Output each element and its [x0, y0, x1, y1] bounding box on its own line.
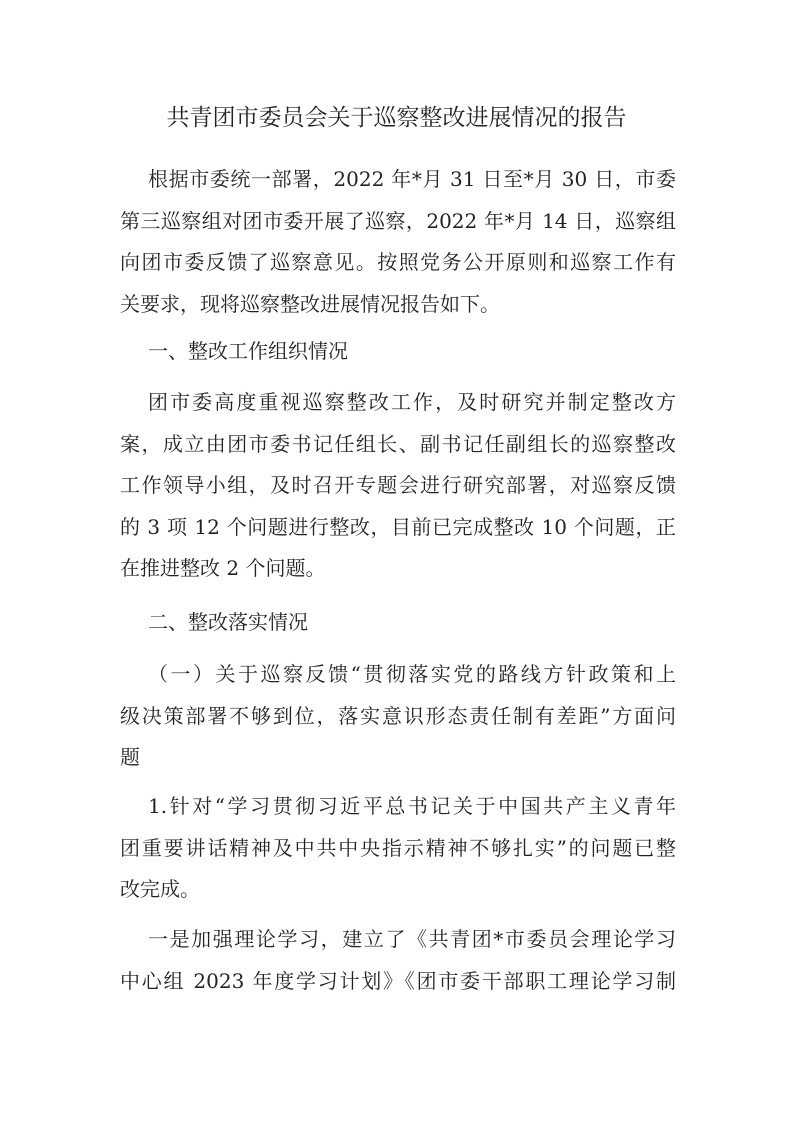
- subsection-heading-1: [120, 654, 676, 779]
- intro-paragraph: [120, 159, 676, 325]
- section-heading-1: [120, 331, 676, 373]
- text-line: 一、整改工作组织情况: [148, 339, 348, 363]
- section-heading-2: [120, 602, 676, 644]
- document-title: 共青团市委员会关于巡察整改进展情况的报告: [166, 105, 627, 131]
- text-line: 根据市委统一部署，2022 年*月 31 日至*月 30 日，市委: [148, 167, 676, 191]
- text-line: 级决策部署不够到位，落实意识形态责任制有差距”方面问: [120, 703, 676, 728]
- text-line: 的 3 项 12 个问题进行整改，目前已完成整改 10 个问题，正: [120, 514, 676, 539]
- text-line: 第三巡察组对团市委开展了巡察，2022 年*月 14 日，巡察组: [120, 208, 676, 233]
- text-line: 关要求，现将巡察整改进展情况报告如下。: [120, 291, 500, 316]
- text-line: 1.针对“学习贯彻习近平总书记关于中国共产主义青年: [148, 794, 676, 818]
- text-line: 团市委高度重视巡察整改工作，及时研究并制定整改方: [148, 390, 676, 414]
- text-line: 向团市委反馈了巡察意见。按照党务公开原则和巡察工作有: [120, 250, 676, 275]
- text-line: 改完成。: [120, 877, 200, 902]
- item-1-paragraph: [120, 786, 676, 911]
- text-line: 二、整改落实情况: [148, 610, 308, 634]
- text-line: 题: [120, 745, 140, 770]
- item-1-detail-paragraph: [120, 919, 676, 1002]
- text-line: 工作领导小组，及时召开专题会进行研究部署，对巡察反馈: [120, 473, 676, 498]
- text-line: 一是加强理论学习，建立了《共青团*市委员会理论学习: [148, 927, 676, 951]
- text-line: 团重要讲话精神及中共中央指示精神不够扎实”的问题已整: [120, 835, 676, 860]
- text-line: 在推进整改 2 个问题。: [120, 556, 326, 581]
- text-line: （一）关于巡察反馈“贯彻落实党的路线方针政策和上: [148, 662, 676, 686]
- text-line: 案，成立由团市委书记任组长、副书记任副组长的巡察整改: [120, 431, 676, 456]
- text-line: 中心组 2023 年度学习计划》《团市委干部职工理论学习制: [120, 968, 676, 993]
- section-1-paragraph: [120, 382, 676, 590]
